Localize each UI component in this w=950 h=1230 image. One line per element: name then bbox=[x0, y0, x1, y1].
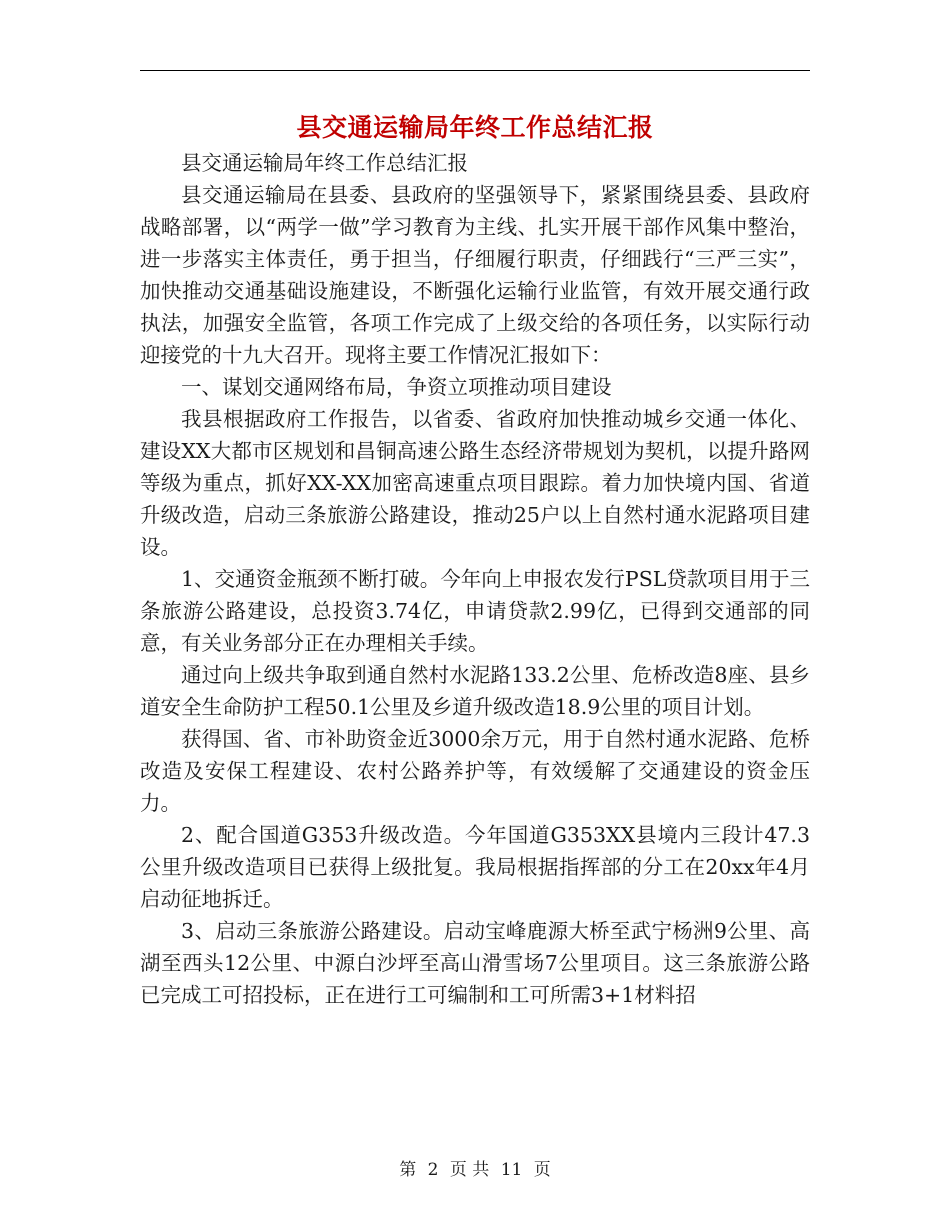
document-title: 县交通运输局年终工作总结汇报 bbox=[296, 113, 654, 142]
section-heading-1: 一、谋划交通网络布局，争资立项推动项目建设 bbox=[181, 375, 612, 399]
paragraph-item-3: 3、启动三条旅游公路建设。启动宝峰鹿源大桥至武宁杨洲9公里、高湖至西头12公里、中源白沙坪至高山滑雪场7公里项目。这三条旅游公路已完成工可招投标，正在进行工可编制和工可所需3+1材料招 bbox=[140, 919, 810, 1007]
paragraph-section-1: 我县根据政府工作报告，以省委、省政府加快推动城乡交通一体化、建设XX大都市区规划和昌铜高速公路生态经济带规划为契机，以提升路网等级为重点，抓好XX-XX加密高速重点项目跟踪。着力加快境内国、省道升级改造，启动三条旅游公路建设，推动25户以上自然村通水泥路项目建设。 bbox=[140, 407, 810, 559]
paragraph-subtitle: 县交通运输局年终工作总结汇报 bbox=[181, 151, 468, 175]
footer-prefix: 第 bbox=[399, 1160, 417, 1180]
page-number-footer bbox=[0, 1155, 950, 1180]
paragraph-intro: 县交通运输局在县委、县政府的坚强领导下，紧紧围绕县委、县政府战略部署，以“两学一做”学习教育为主线、扎实开展干部作风集中整治，进一步落实主体责任，勇于担当，仔细履行职责，仔细践行“三严三实”，加快推动交通基础设施建设，不断强化运输行业监管，有效开展交通行政执法，加强安全监管，各项工作完成了上级交给的各项任务，以实际行动迎接党的十九大召开。现将主要工作情况汇报如下： bbox=[140, 183, 810, 367]
header-rule bbox=[140, 70, 810, 71]
paragraph-subsidy: 获得国、省、市补助资金近3000余万元，用于自然村通水泥路、危桥改造及安保工程建设、农村公路养护等，有效缓解了交通建设的资金压力。 bbox=[140, 727, 810, 815]
paragraph-item-2: 2、配合国道G353升级改造。今年国道G353XX县境内三段计47.3公里升级改造项目已获得上级批复。我局根据指挥部的分工在20xx年4月启动征地拆迁。 bbox=[140, 823, 810, 911]
document-body bbox=[140, 147, 810, 1011]
footer-total-pages: 11 bbox=[500, 1160, 523, 1180]
footer-suffix: 页 bbox=[533, 1160, 551, 1180]
footer-middle: 页 共 bbox=[449, 1160, 490, 1180]
paragraph-item-1: 1、交通资金瓶颈不断打破。今年向上申报农发行PSL贷款项目用于三条旅游公路建设，总投资3.74亿，申请贷款2.99亿，已得到交通部的同意，有关业务部分正在办理相关手续。 bbox=[140, 567, 810, 655]
footer-page-number: 2 bbox=[427, 1160, 439, 1180]
paragraph-funding: 通过向上级共争取到通自然村水泥路133.2公里、危桥改造8座、县乡道安全生命防护工程50.1公里及乡道升级改造18.9公里的项目计划。 bbox=[140, 663, 810, 719]
